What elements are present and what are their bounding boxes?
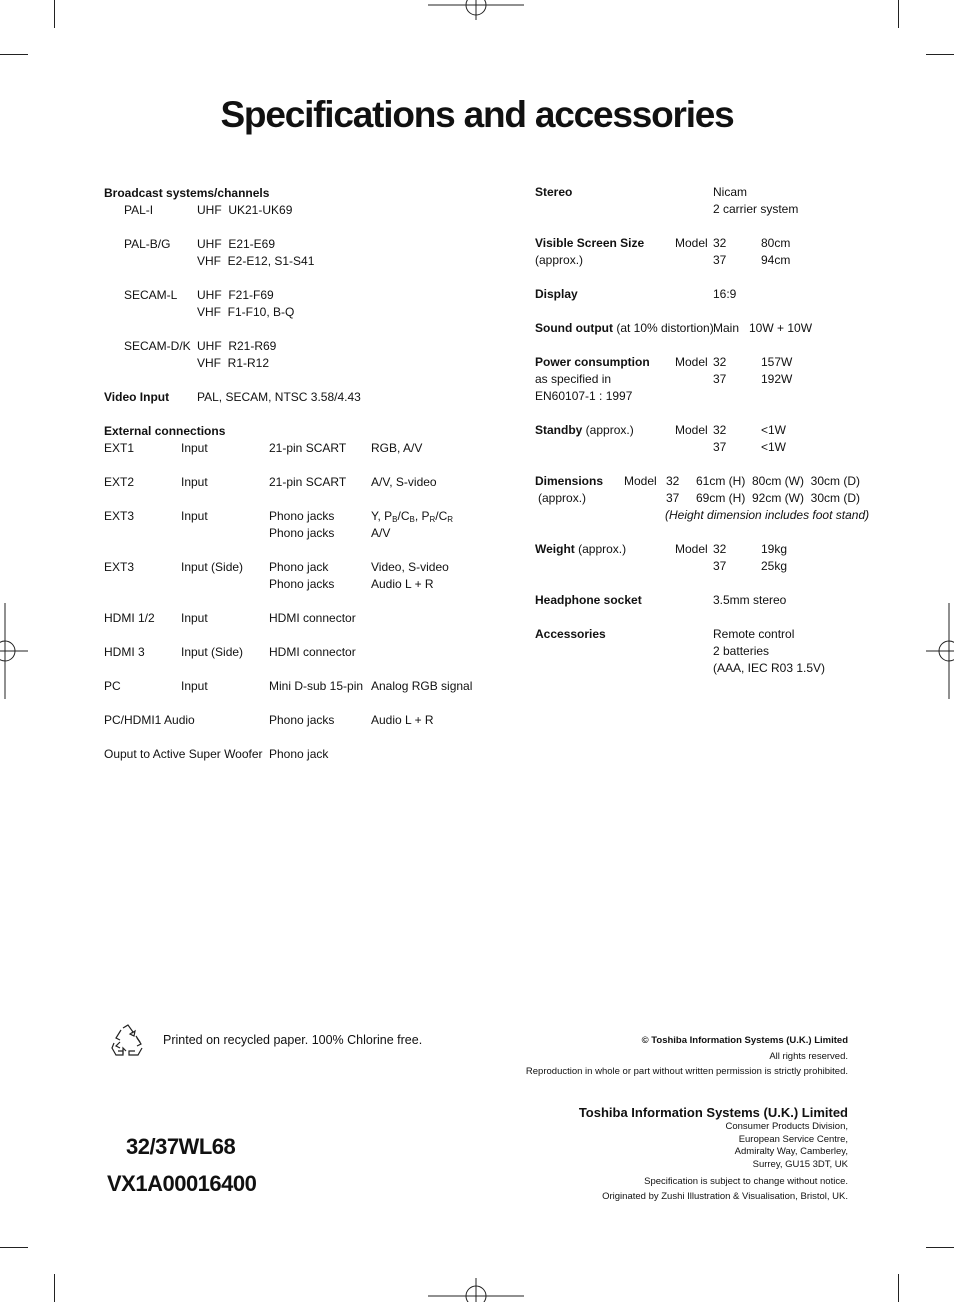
model-number: 32 xyxy=(713,236,727,250)
model-number: 37 xyxy=(666,491,680,505)
spec-value: 61cm (H) 80cm (W) 30cm (D) xyxy=(696,474,861,488)
ext-signal: Y, $P_B/C_B$, $P_R/C_R$ xyxy=(371,509,454,524)
headphone-value: 3.5mm stereo xyxy=(713,593,787,607)
ext-name: HDMI 3 xyxy=(104,645,145,659)
company-name: Toshiba Information Systems (U.K.) Limited xyxy=(578,1105,848,1120)
model-label: Model xyxy=(624,474,657,488)
ext-connector: Mini D-sub 15-pin xyxy=(269,679,364,693)
model-number: 37 xyxy=(713,253,727,267)
model-number: 37 xyxy=(713,440,727,454)
reproduction-note: Reproduction in whole or part without written permission is strictly prohibited. xyxy=(525,1066,848,1077)
power-sub: EN60107-1 : 1997 xyxy=(535,389,633,403)
ext-signal: Analog RGB signal xyxy=(371,679,473,693)
ext-io: Input (Side) xyxy=(181,560,244,574)
copyright: © Toshiba Information Systems (U.K.) Limited xyxy=(641,1035,848,1046)
ext-name: PC/HDMI1 Audio xyxy=(104,713,195,727)
ext-connector: Phono jacks xyxy=(269,713,335,727)
ext-connector: HDMI connector xyxy=(269,645,356,659)
system-name: SECAM-L xyxy=(124,288,178,302)
model-label: Model xyxy=(675,542,708,556)
standby-label: Standby (approx.) xyxy=(535,423,634,437)
ext-signal: A/V xyxy=(371,526,391,540)
page-title: Specifications and accessories xyxy=(220,94,734,135)
model-number: 37 xyxy=(713,372,727,386)
system-line: UHF UK21-UK69 xyxy=(197,203,293,217)
ext-name: HDMI 1/2 xyxy=(104,611,155,625)
model-number-label: 32/37WL68 xyxy=(126,1134,236,1159)
ext-connector: Phono jacks xyxy=(269,526,335,540)
model-label: Model xyxy=(675,236,708,250)
system-name: SECAM-D/K xyxy=(124,339,191,353)
ext-signal: Audio L + R xyxy=(371,713,434,727)
model-label: Model xyxy=(675,355,708,369)
model-label: Model xyxy=(675,423,708,437)
weight-label: Weight (approx.) xyxy=(535,542,627,556)
system-line: VHF E2-E12, S1-S41 xyxy=(197,254,315,268)
power-sub: as specified in xyxy=(535,372,612,386)
dimensions-label: Dimensions xyxy=(535,474,604,488)
video-input-label: Video Input xyxy=(104,390,170,404)
ext-connector: Phono jacks xyxy=(269,509,335,523)
accessories-label: Accessories xyxy=(535,627,606,641)
system-line: UHF R21-R69 xyxy=(197,339,277,353)
accessory-item: Remote control xyxy=(713,627,795,641)
ext-connector: Phono jack xyxy=(269,560,329,574)
screen-size-sub: (approx.) xyxy=(535,253,584,267)
display-value: 16:9 xyxy=(713,287,737,301)
spec-value: <1W xyxy=(761,423,787,437)
model-number: 32 xyxy=(713,542,727,556)
spec-value: 25kg xyxy=(761,559,788,573)
dimensions-sub: (approx.) xyxy=(538,491,587,505)
ext-name: EXT3 xyxy=(104,560,135,574)
registration-mark-icon xyxy=(924,603,954,699)
ext-signal: RGB, A/V xyxy=(371,441,423,455)
spec-value: 94cm xyxy=(761,253,791,267)
ext-connector: HDMI connector xyxy=(269,611,356,625)
recycled-note: Printed on recycled paper. 100% Chlorine free. xyxy=(163,1033,423,1047)
model-number: 37 xyxy=(713,559,727,573)
ext-signal: Video, S-video xyxy=(371,560,449,574)
ext-io: Input xyxy=(181,611,208,625)
address-line: European Service Centre, xyxy=(738,1134,848,1145)
ext-name: Ouput to Active Super Woofer xyxy=(104,747,263,761)
model-number: 32 xyxy=(713,423,727,437)
ext-io: Input (Side) xyxy=(181,645,244,659)
registration-mark-icon xyxy=(428,1276,524,1302)
spec-value: 157W xyxy=(761,355,793,369)
address-line: Admiralty Way, Camberley, xyxy=(734,1146,848,1157)
system-line: VHF R1-R12 xyxy=(197,356,270,370)
system-name: PAL-I xyxy=(124,203,154,217)
part-number-label: VX1A00016400 xyxy=(107,1171,257,1196)
ext-io: Input xyxy=(181,441,208,455)
address-line: Consumer Products Division, xyxy=(725,1121,848,1132)
spec-value: 69cm (H) 92cm (W) 30cm (D) xyxy=(696,491,861,505)
video-input-value: PAL, SECAM, NTSC 3.58/4.43 xyxy=(197,390,361,404)
ext-signal: A/V, S-video xyxy=(371,475,437,489)
address-line: Surrey, GU15 3DT, UK xyxy=(752,1159,848,1170)
ext-io: Input xyxy=(181,475,208,489)
rights: All rights reserved. xyxy=(769,1051,848,1062)
system-line: UHF E21-E69 xyxy=(197,237,276,251)
headphone-label: Headphone socket xyxy=(535,593,642,607)
spec-value: 80cm xyxy=(761,236,791,250)
system-name: PAL-B/G xyxy=(124,237,171,251)
ext-name: EXT1 xyxy=(104,441,135,455)
stereo-value: Nicam xyxy=(713,185,748,199)
ext-name: EXT3 xyxy=(104,509,135,523)
system-line: UHF F21-F69 xyxy=(197,288,274,302)
spec-value: <1W xyxy=(761,440,787,454)
broadcast-heading: Broadcast systems/channels xyxy=(104,186,270,200)
ext-connector: 21-pin SCART xyxy=(269,475,347,489)
model-number: 32 xyxy=(713,355,727,369)
sound-value: Main 10W + 10W xyxy=(713,321,813,335)
accessory-item: 2 batteries xyxy=(713,644,770,658)
screen-size-label: Visible Screen Size xyxy=(535,236,645,250)
accessory-item: (AAA, IEC R03 1.5V) xyxy=(713,661,826,675)
ext-name: PC xyxy=(104,679,121,693)
ext-connector: Phono jack xyxy=(269,747,329,761)
display-label: Display xyxy=(535,287,578,301)
registration-mark-icon xyxy=(0,603,30,699)
ext-connector: Phono jacks xyxy=(269,577,335,591)
ext-io: Input xyxy=(181,509,208,523)
ext-signal: Audio L + R xyxy=(371,577,434,591)
system-line: VHF F1-F10, B-Q xyxy=(197,305,295,319)
power-label: Power consumption xyxy=(535,355,650,369)
external-heading: External connections xyxy=(104,424,226,438)
model-number: 32 xyxy=(666,474,680,488)
spec-change-note: Specification is subject to change without notice. xyxy=(644,1176,848,1187)
registration-mark-icon xyxy=(428,0,524,22)
sound-label: Sound output (at 10% distortion) xyxy=(535,321,714,335)
spec-value: 192W xyxy=(761,372,793,386)
ext-io: Input xyxy=(181,679,208,693)
ext-name: EXT2 xyxy=(104,475,135,489)
ext-connector: 21-pin SCART xyxy=(269,441,347,455)
stereo-label: Stereo xyxy=(535,185,573,199)
originated-note: Originated by Zushi Illustration & Visualisation, Bristol, UK. xyxy=(602,1191,848,1202)
spec-value: 19kg xyxy=(761,542,788,556)
stereo-value: 2 carrier system xyxy=(713,202,799,216)
recycle-icon xyxy=(110,1024,146,1058)
dimensions-note: (Height dimension includes foot stand) xyxy=(665,508,870,522)
